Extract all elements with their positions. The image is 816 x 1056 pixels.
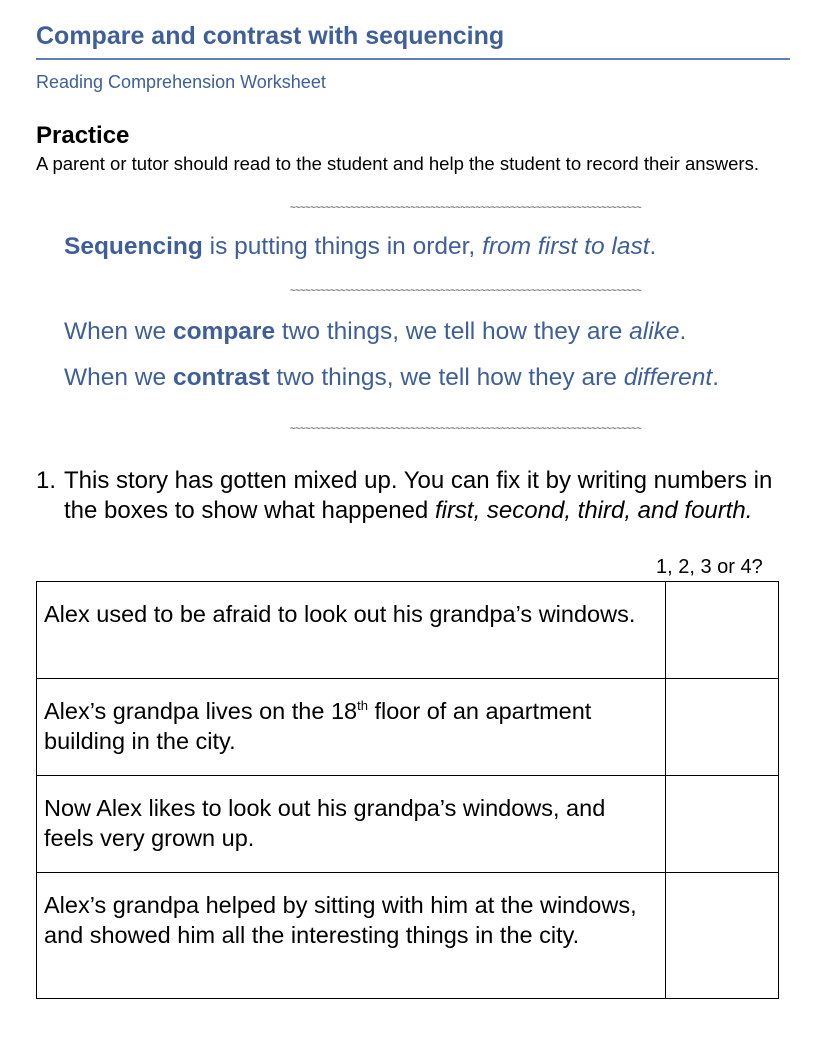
question-number: 1. <box>36 467 57 494</box>
worksheet-subtitle: Reading Comprehension Worksheet <box>36 72 326 92</box>
compare-term: compare <box>172 318 276 345</box>
question-text <box>64 466 776 526</box>
sequencing-definition <box>64 233 656 261</box>
contrast-term: contrast <box>172 364 270 391</box>
separator-3: ~~~~~~~~~~~~~~~~~~~~~~~~~~~~~~~~~~~~~~~~~~~~~~~~~~~~~~~~~~~~~~~~~~~~~~ <box>290 424 642 434</box>
contrast-emphasis: different <box>623 364 713 391</box>
compare-start: When we <box>64 318 173 345</box>
practice-instructions: A parent or tutor should read to the student and help the student to record their answers. <box>36 153 759 174</box>
compare-end: . <box>679 318 687 345</box>
table-row <box>37 582 779 679</box>
table-row <box>37 873 779 999</box>
sequencing-term: Sequencing <box>64 233 203 260</box>
practice-heading: Practice <box>36 122 130 149</box>
worksheet-title: Compare and contrast with sequencing <box>36 22 505 50</box>
question-text-italic: first, second, third, and fourth. <box>434 497 753 524</box>
table-row <box>37 679 779 776</box>
compare-text: two things, we tell how they are <box>275 318 630 345</box>
answer-box-1[interactable] <box>666 582 779 679</box>
contrast-end: . <box>712 364 720 391</box>
answer-box-2[interactable] <box>666 679 779 776</box>
title-underline <box>36 58 790 60</box>
story-event-1: Alex used to be afraid to look out his grandpa’s windows. <box>37 582 666 679</box>
sequencing-text: is putting things in order, <box>202 233 483 260</box>
answer-box-4[interactable] <box>666 873 779 999</box>
contrast-definition <box>64 364 719 392</box>
contrast-start: When we <box>64 364 173 391</box>
answer-box-3[interactable] <box>666 776 779 873</box>
sequencing-end: . <box>649 233 657 260</box>
answer-column-header: 1, 2, 3 or 4? <box>656 556 763 578</box>
sequencing-emphasis: from first to last <box>482 233 650 260</box>
story-event-4: Alex’s grandpa helped by sitting with him at the windows, and showed him all the interesting things in the city. <box>37 873 666 999</box>
question-1 <box>36 466 776 526</box>
compare-definition <box>64 318 686 346</box>
story-event-2 <box>37 679 666 776</box>
table-row <box>37 776 779 873</box>
story-event-3: Now Alex likes to look out his grandpa’s windows, and feels very grown up. <box>37 776 666 873</box>
sequencing-table <box>36 581 779 999</box>
compare-emphasis: alike <box>629 318 680 345</box>
separator-2: ~~~~~~~~~~~~~~~~~~~~~~~~~~~~~~~~~~~~~~~~~~~~~~~~~~~~~~~~~~~~~~~~~~~~~~ <box>290 286 642 296</box>
contrast-text: two things, we tell how they are <box>269 364 624 391</box>
separator-1: ~~~~~~~~~~~~~~~~~~~~~~~~~~~~~~~~~~~~~~~~~~~~~~~~~~~~~~~~~~~~~~~~~~~~~~ <box>290 203 642 213</box>
story-event-2-superscript: th <box>357 698 368 714</box>
story-event-2-before: Alex’s grandpa lives on the 18 <box>44 698 358 724</box>
question-text-plain: This story has gotten mixed up. You can fix it by writing numbers in the boxes to show what happened <box>64 467 773 524</box>
story-event-2-after: floor of an apartment building in the city. <box>44 698 592 754</box>
